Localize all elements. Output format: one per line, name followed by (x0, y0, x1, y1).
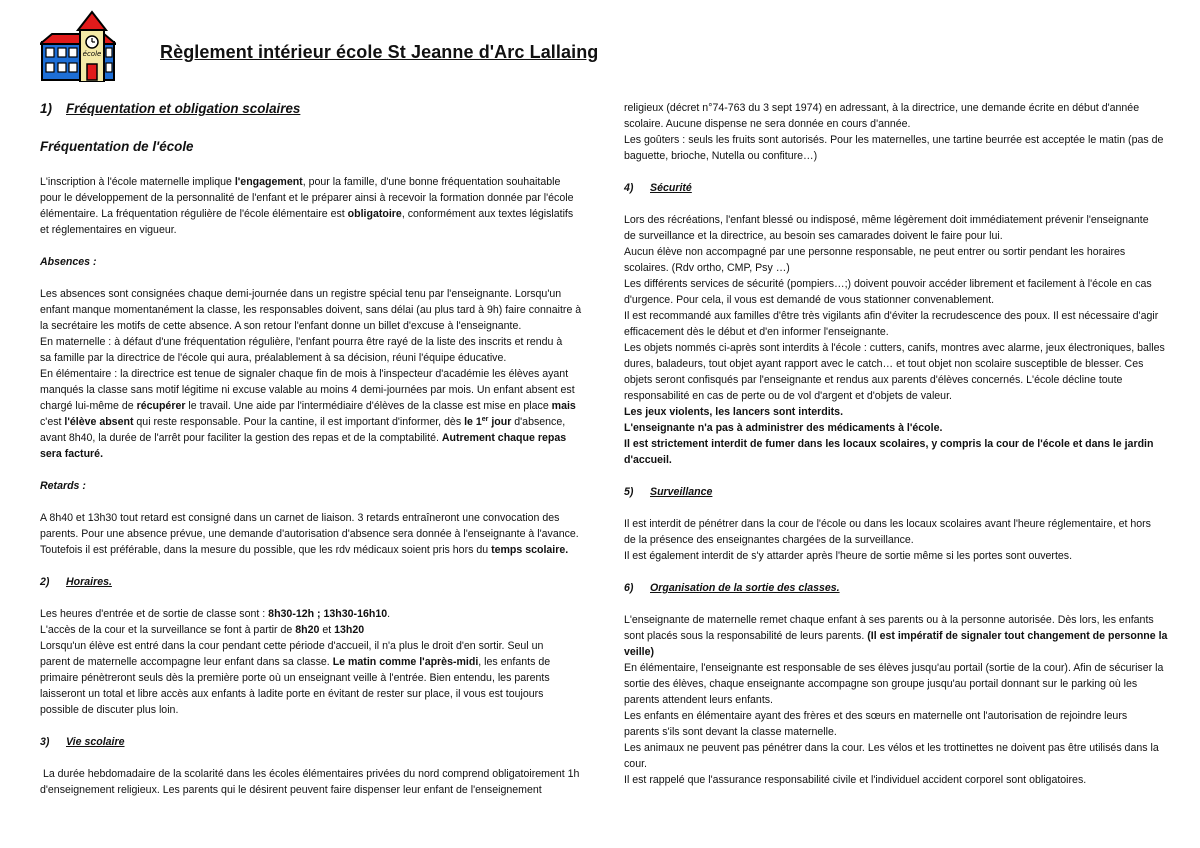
paragraph-line: Il est également interdit de s'y attarder après l'heure de sortie même si les portes sont ouvertes. (624, 550, 1073, 562)
paragraph-line: primaire pénètreront seuls dès la première porte où un enseignant veille à l'entrée. Bien entendu, les parents (40, 672, 550, 684)
paragraph-line: L'inscription à l'école maternelle implique l'engagement, pour la famille, d'une bonne fréquentation souhaitable (40, 176, 561, 188)
paragraph-line: d'accueil. (624, 454, 672, 466)
paragraph-line: manqués la classe sans motif légitime ni excuse valable au moins 4 demi-journées par mois. Un enfant absent est (40, 384, 575, 396)
paragraph-line: parents s'ils sont devant la classe maternelle. (624, 726, 837, 738)
paragraph-line: laisseront un total et libre accès aux enfants à ladite porte en évitant de rester sur place, il vous est toujours (40, 688, 544, 700)
paragraph-line: c'est l'élève absent qui reste responsable. Pour la cantine, il est important d'informer, dès le 1er jour d'absence, (40, 416, 566, 428)
section-1-heading: 1) Fréquentation et obligation scolaires (40, 101, 301, 116)
section-4-heading: 4) Sécurité (624, 182, 692, 194)
paragraph-line: Les heures d'entrée et de sortie de classe sont : 8h30-12h ; 13h30-16h10. (40, 608, 391, 620)
paragraph-line: Les goûters : seuls les fruits sont autorisés. Pour les maternelles, une tartine beurrée est acceptée le matin (pas de (624, 134, 1164, 146)
paragraph-line: et réglementaires en vigueur. (40, 224, 177, 236)
paragraph-line: sa famille par la directrice de l'école qui aura, préalablement à sa décision, réuni l'équipe éducative. (40, 352, 507, 364)
paragraph-line: efficacement dès le début et d'en informer l'enseignante. (624, 326, 889, 338)
paragraph-line: pour le développement de la personnalité de l'enfant et le préparer ainsi à recevoir la formation donnée par l'école (40, 192, 574, 204)
paragraph-line: Les animaux ne peuvent pas pénétrer dans la cour. Les vélos et les trottinettes ne doivent pas être utilisés dans la (624, 742, 1159, 754)
paragraph-line: Les enfants en élémentaire ayant des frères et des sœurs en maternelle ont l'autorisation de rejoindre leurs (624, 710, 1128, 722)
paragraph-line: responsabilité en cas de perte ou de vol d'argent et d'objets de valeur. (624, 390, 952, 402)
paragraph-line: d'enseignement religieux. Les parents qui le désirent peuvent faire dispenser leur enfant de l'enseignement (40, 784, 542, 796)
paragraph-line: En maternelle : à défaut d'une fréquentation régulière, l'enfant pourra être rayé de la liste des inscrits et rendu à (40, 336, 563, 348)
paragraph-line: parents attendent leurs enfants. (624, 694, 774, 706)
paragraph-line: Lors des récréations, l'enfant blessé ou indisposé, même légèrement doit immédiatement prévenir l'enseignante (624, 214, 1149, 226)
logo-clock-label: école (82, 50, 102, 58)
paragraph-line: La durée hebdomadaire de la scolarité dans les écoles élémentaires privées du nord comprend obligatoirement 1h (40, 768, 580, 780)
paragraph-line: cour. (624, 758, 647, 770)
paragraph-line: d'urgence. Pour cela, il vous est demandé de vous stationner convenablement. (624, 294, 995, 306)
paragraph-line: Les différents services de sécurité (pompiers…;) doivent pouvoir accéder librement et facilement à l'école en cas (624, 278, 1152, 290)
paragraph-line: scolaire. Aucune dispense ne sera donnée en cours d'année. (624, 118, 911, 130)
paragraph-line: parents. Pour une absence prévue, une demande d'autorisation d'absence sera donnée à l'enseignante à l'avance. (40, 528, 579, 540)
paragraph-line: possible de discuter plus loin. (40, 704, 179, 716)
paragraph-line: sortie des élèves, chaque enseignante accompagne son groupe jusqu'au portail donnant sur le parking où les (624, 678, 1138, 690)
paragraph-line: L'enseignante de maternelle remet chaque enfant à ses parents ou à la personne autorisée. Dès lors, les enfants (624, 614, 1154, 626)
paragraph-line: religieux (décret n°74-763 du 3 sept 1974) en adressant, à la directrice, une demande écrite en début d'année (624, 102, 1140, 114)
paragraph-line: En élémentaire : la directrice est tenue de signaler chaque fin de mois à l'inspecteur d'académie les élèves ayant (40, 368, 569, 380)
section-6-heading: 6) Organisation de la sortie des classes. (624, 582, 840, 594)
document-title: Règlement intérieur école St Jeanne d'Arc Lallaing (160, 42, 599, 62)
paragraph-line: L'enseignante n'a pas à administrer des médicaments à l'école. (624, 422, 943, 434)
paragraph-line: objets seront confisqués par l'enseignante et rendus aux parents d'élèves concernés. L'école décline toute (624, 374, 1123, 386)
paragraph-line: Les absences sont consignées chaque demi-journée dans un registre spécial tenu par l'enseignante. Lorsqu'un (40, 288, 562, 300)
paragraph-line: de la présence des enseignantes chargées de la surveillance. (624, 534, 914, 546)
section-3-heading: 3) Vie scolaire (40, 736, 125, 748)
paragraph-line: Il est recommandé aux familles d'être très vigilants afin d'éviter la recrudescence des poux. Il est nécessaire d'agir (624, 310, 1159, 322)
paragraph-line: la secrétaire les motifs de cette absence. A son retour l'enfant donne un billet d'excuse à l'enseignante. (40, 320, 522, 332)
paragraph-line: sont placés sous la responsabilité de leurs parents. (Il est impératif de signaler tout changement de personne la (624, 630, 1168, 642)
section-1-subtitle: Fréquentation de l'école (40, 139, 194, 154)
paragraph-line: L'accès de la cour et la surveillance se font à partir de 8h20 et 13h20 (40, 624, 365, 636)
paragraph-line: enfant manque momentanément la classe, les responsables doivent, sans délai (au plus tard à 9h) faire connaitre à (40, 304, 582, 316)
paragraph-line: avant 8h40, la durée de l'arrêt pour faciliter la gestion des repas et de la comptabilité. Autrement chaque repas (40, 432, 567, 444)
paragraph-line: Lorsqu'un élève est entré dans la cour pendant cette période d'accueil, il n'a plus le droit d'en sortir. Seul un (40, 640, 544, 652)
paragraph-line: A 8h40 et 13h30 tout retard est consigné dans un carnet de liaison. 3 retards entraîneront une convocation des (40, 512, 560, 524)
paragraph-line: Il est strictement interdit de fumer dans les locaux scolaires, y compris la cour de l'école et dans le jardin (624, 438, 1154, 450)
paragraph-line: élémentaire. La fréquentation régulière de l'école élémentaire est obligatoire, conformément aux textes législatifs (40, 208, 574, 220)
paragraph-line: En élémentaire, l'enseignante est responsable de ses élèves jusqu'au portail (sortie de la cour). Afin de sécuriser la (624, 662, 1164, 674)
section-2-heading: 2) Horaires. (40, 576, 112, 588)
section-5-heading: 5) Surveillance (624, 486, 713, 498)
paragraph-line: baguette, brioche, Nutella ou confiture…) (624, 150, 818, 162)
paragraph-line: Les objets nommés ci-après sont interdits à l'école : cutters, canifs, montres avec alarme, jeux électroniques, balles (624, 342, 1165, 354)
paragraph-line: Il est interdit de pénétrer dans la cour de l'école ou dans les locaux scolaires avant l'heure réglementaire, et hors (624, 518, 1151, 530)
paragraph-line: dures, baladeurs, tout objet ayant rapport avec le catch… et tout objet non scolaire susceptible de blesser. Ces (624, 358, 1144, 370)
paragraph-line: Il est rappelé que l'assurance responsabilité civile et l'individuel accident corporel sont obligatoires. (624, 774, 1087, 786)
absences-label: Absences : (40, 256, 97, 268)
retards-label: Retards : (40, 480, 86, 492)
paragraph-line: scolaires. (Rdv ortho, CMP, Psy …) (624, 262, 790, 274)
paragraph-line: Toutefois il est préférable, dans la mesure du possible, que les rdv médicaux soient pris hors du temps scolaire. (40, 544, 569, 556)
paragraph-line: Les jeux violents, les lancers sont interdits. (624, 406, 844, 418)
paragraph-line: chargé lui-même de récupérer le travail. Une aide par l'intermédiaire d'élèves de la classe est mise en place mais (40, 400, 576, 412)
paragraph-line: veille) (624, 646, 655, 658)
paragraph-line: parent de maternelle accompagne leur enfant dans sa classe. Le matin comme l'après-midi, les enfants de (40, 656, 551, 668)
paragraph-line: de surveillance et la directrice, au besoin ses camarades doivent le faire pour lui. (624, 230, 1003, 242)
paragraph-line: Aucun élève non accompagné par une personne responsable, ne peut entrer ou sortir pendant les horaires (624, 246, 1126, 258)
school-building-logo (40, 8, 116, 82)
paragraph-line: sera facturé. (40, 448, 104, 460)
